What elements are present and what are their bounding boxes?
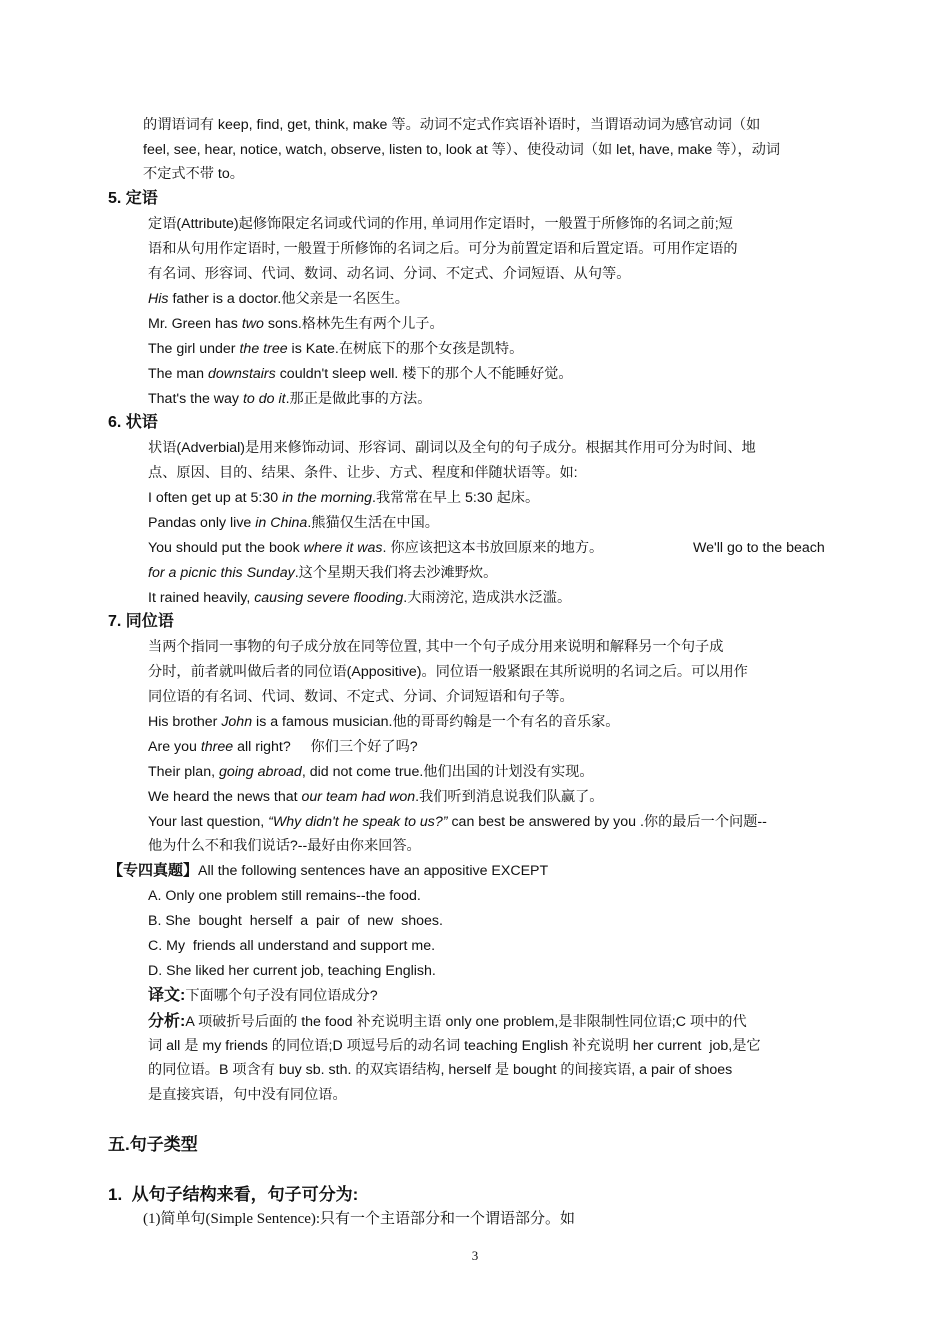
analysis-line-2: 词 all 是 my friends 的同位语;D 项逗号后的动名词 teaching English 补充说明 her current job,是它 (148, 1038, 761, 1054)
s5-para-1: 定语(Attribute)起修饰限定名词或代词的作用, 单词用作定语时，一般置于所修饰的名词之前;短 (148, 216, 733, 232)
s7-para-1: 当两个指同一事物的句子成分放在同等位置, 其中一个句子成分用来说明和解释另一个句子成 (148, 639, 724, 655)
simple-sentence-line: (1)简单句(Simple Sentence):只有一个主语部分和一个谓语部分。如 (143, 1211, 576, 1227)
option-b: B. She bought herself a pair of new shoes. (148, 913, 443, 929)
section-title-sentence-types: 五.句子类型 (108, 1135, 198, 1154)
s7-example-2: Are you three all right? 你们三个好了吗? (148, 739, 418, 755)
exam-question: 【专四真题】All the following sentences have an appositive EXCEPT (108, 862, 549, 879)
option-d: D. She liked her current job, teaching English. (148, 963, 436, 979)
intro-line-1: 的谓语词有 keep, find, get, think, make 等。动词不定式作宾语补语时，当谓语动词为感官动词（如 (143, 117, 761, 133)
s6-example-1: I often get up at 5:30 in the morning.我常常在早上 5:30 起床。 (148, 490, 540, 506)
page-number: 3 (471, 1248, 479, 1263)
option-c: C. My friends all understand and support me. (148, 938, 436, 954)
s6-example-5: It rained heavily, causing severe flooding.大雨滂沱, 造成洪水泛滥。 (148, 590, 572, 606)
exam-tag: 【专四真题】 (108, 862, 199, 879)
s7-para-2: 分时，前者就叫做后者的同位语(Appositive)。同位语一般紧跟在其所说明的名词之后。可以用作 (148, 664, 748, 680)
s5-example-2: Mr. Green has two sons.格林先生有两个儿子。 (148, 316, 444, 332)
s6-example-2: Pandas only live in China.熊猫仅生活在中国。 (148, 515, 439, 531)
s5-example-5: That's the way to do it.那正是做此事的方法。 (148, 391, 432, 407)
s6-example-4-start: We'll go to the beach (693, 540, 825, 556)
s7-example-3: Their plan, going abroad, did not come true.他们出国的计划没有实现。 (148, 764, 594, 780)
s5-example-3: The girl under the tree is Kate.在树底下的那个女孩是凯特。 (148, 341, 524, 357)
s6-example-3: You should put the book where it was. 你应该把这本书放回原来的地方。 (148, 540, 604, 556)
analysis-line-3: 的同位语。B 项含有 buy sb. sth. 的双宾语结构, herself 是 bought 的间接宾语, a pair of shoes (148, 1062, 733, 1078)
heading-adverbial: 6. 状语 (108, 414, 158, 431)
subsection-title: 1. 从句子结构来看，句子可分为: (108, 1185, 359, 1204)
intro-line-3: 不定式不带 to。 (143, 166, 244, 182)
s6-example-4-end: for a picnic this Sunday.这个星期天我们将去沙滩野炊。 (148, 565, 498, 581)
analysis-line-1: 分析:A 项破折号后面的 the food 补充说明主语 only one problem,是非限制性同位语;C 项中的代 (148, 1013, 747, 1030)
option-a: A. Only one problem still remains--the food. (148, 888, 421, 904)
s5-para-3: 有名词、形容词、代词、数词、动名词、分词、不定式、介词短语、从句等。 (148, 266, 631, 282)
s6-para-2: 点、原因、目的、结果、条件、让步、方式、程度和伴随状语等。如: (148, 465, 578, 481)
s7-example-1: His brother John is a famous musician.他的哥哥约翰是一个有名的音乐家。 (148, 714, 620, 730)
s7-example-5-cont: 他为什么不和我们说话?--最好由你来回答。 (148, 838, 421, 854)
heading-attribute: 5. 定语 (108, 190, 158, 207)
analysis-line-4: 是直接宾语，句中没有同位语。 (148, 1087, 347, 1103)
s7-para-3: 同位语的有名词、代词、数词、不定式、分词、介词短语和句子等。 (148, 689, 574, 705)
s5-example-1: His father is a doctor.他父亲是一名医生。 (148, 291, 409, 307)
heading-appositive: 7. 同位语 (108, 613, 174, 630)
intro-line-2: feel, see, hear, notice, watch, observe, listen to, look at 等）、使役动词（如 let, have, make 等），动词 (143, 142, 781, 158)
s5-example-4: The man downstairs couldn't sleep well. 楼下的那个人不能睡好觉。 (148, 366, 573, 382)
s6-para-1: 状语(Adverbial)是用来修饰动词、形容词、副词以及全句的句子成分。根据其作用可分为时间、地 (148, 440, 756, 456)
s7-example-5: Your last question, “Why didn't he speak to us?” can best be answered by you .你的最后一个问题-- (148, 814, 767, 830)
translation: 译文:下面哪个句子没有同位语成分? (148, 987, 378, 1004)
s5-para-2: 语和从句用作定语时, 一般置于所修饰的名词之后。可分为前置定语和后置定语。可用作定语的 (148, 241, 738, 257)
s7-example-4: We heard the news that our team had won.我们听到消息说我们队赢了。 (148, 789, 604, 805)
